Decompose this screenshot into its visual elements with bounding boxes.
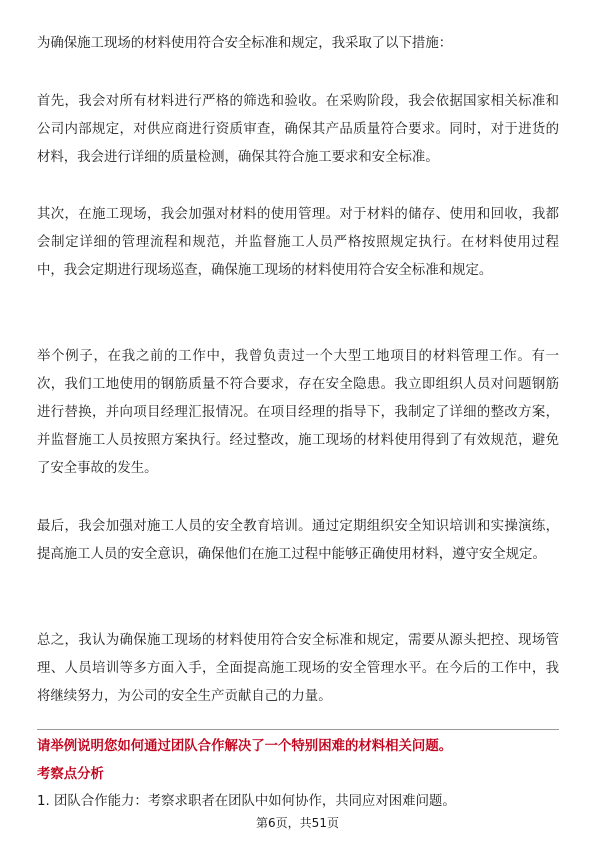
section-divider	[37, 729, 559, 730]
answer-paragraph-last: 最后，我会加强对施工人员的安全教育培训。通过定期组织安全知识培训和实操演练，提高施工人员的安全意识，确保他们在施工过程中能够正确使用材料，遵守安全规定。	[37, 519, 559, 562]
analysis-item: 1. 团队合作能力：考察求职者在团队中如何协作，共同应对困难问题。	[37, 794, 456, 809]
page-number: 第6页，共51页	[256, 816, 339, 830]
answer-paragraph-example: 举个例子，在我之前的工作中，我曾负责过一个大型工地项目的材料管理工作。有一次，我们工地使用的钢筋质量不符合要求，存在安全隐患。我立即组织人员对问题钢筋进行替换，并向项目经理汇报情况。在项目经理的指导下，我制定了详细的整改方案，并监督施工人员按照方案执行。经过整改，施工现场的材料使用得到了有效规范，避免了安全事故的发生。	[37, 349, 559, 476]
answer-paragraph-first: 首先，我会对所有材料进行严格的筛选和验收。在采购阶段，我会依据国家相关标准和公司内部规定，对供应商进行资质审查，确保其产品质量符合要求。同时，对于进货的材料，我会进行详细的质量检测，确保其符合施工要求和安全标准。	[37, 94, 559, 165]
analysis-heading: 考察点分析	[37, 767, 104, 782]
answer-paragraph-second: 其次，在施工现场，我会加强对材料的使用管理。对于材料的储存、使用和回收，我都会制定详细的管理流程和规范，并监督施工人员严格按照规定执行。在材料使用过程中，我会定期进行现场巡查，确保施工现场的材料使用符合安全标准和规定。	[37, 207, 559, 278]
interview-question: 请举例说明您如何通过团队合作解决了一个特别困难的材料相关问题。	[37, 739, 453, 754]
intro-paragraph: 为确保施工现场的材料使用符合安全标准和规定，我采取了以下措施：	[37, 36, 453, 51]
answer-paragraph-summary: 总之，我认为确保施工现场的材料使用符合安全标准和规定，需要从源头把控、现场管理、人员培训等多方面入手，全面提高施工现场的安全管理水平。在今后的工作中，我将继续努力，为公司的安全生产贡献自己的力量。	[37, 633, 559, 704]
